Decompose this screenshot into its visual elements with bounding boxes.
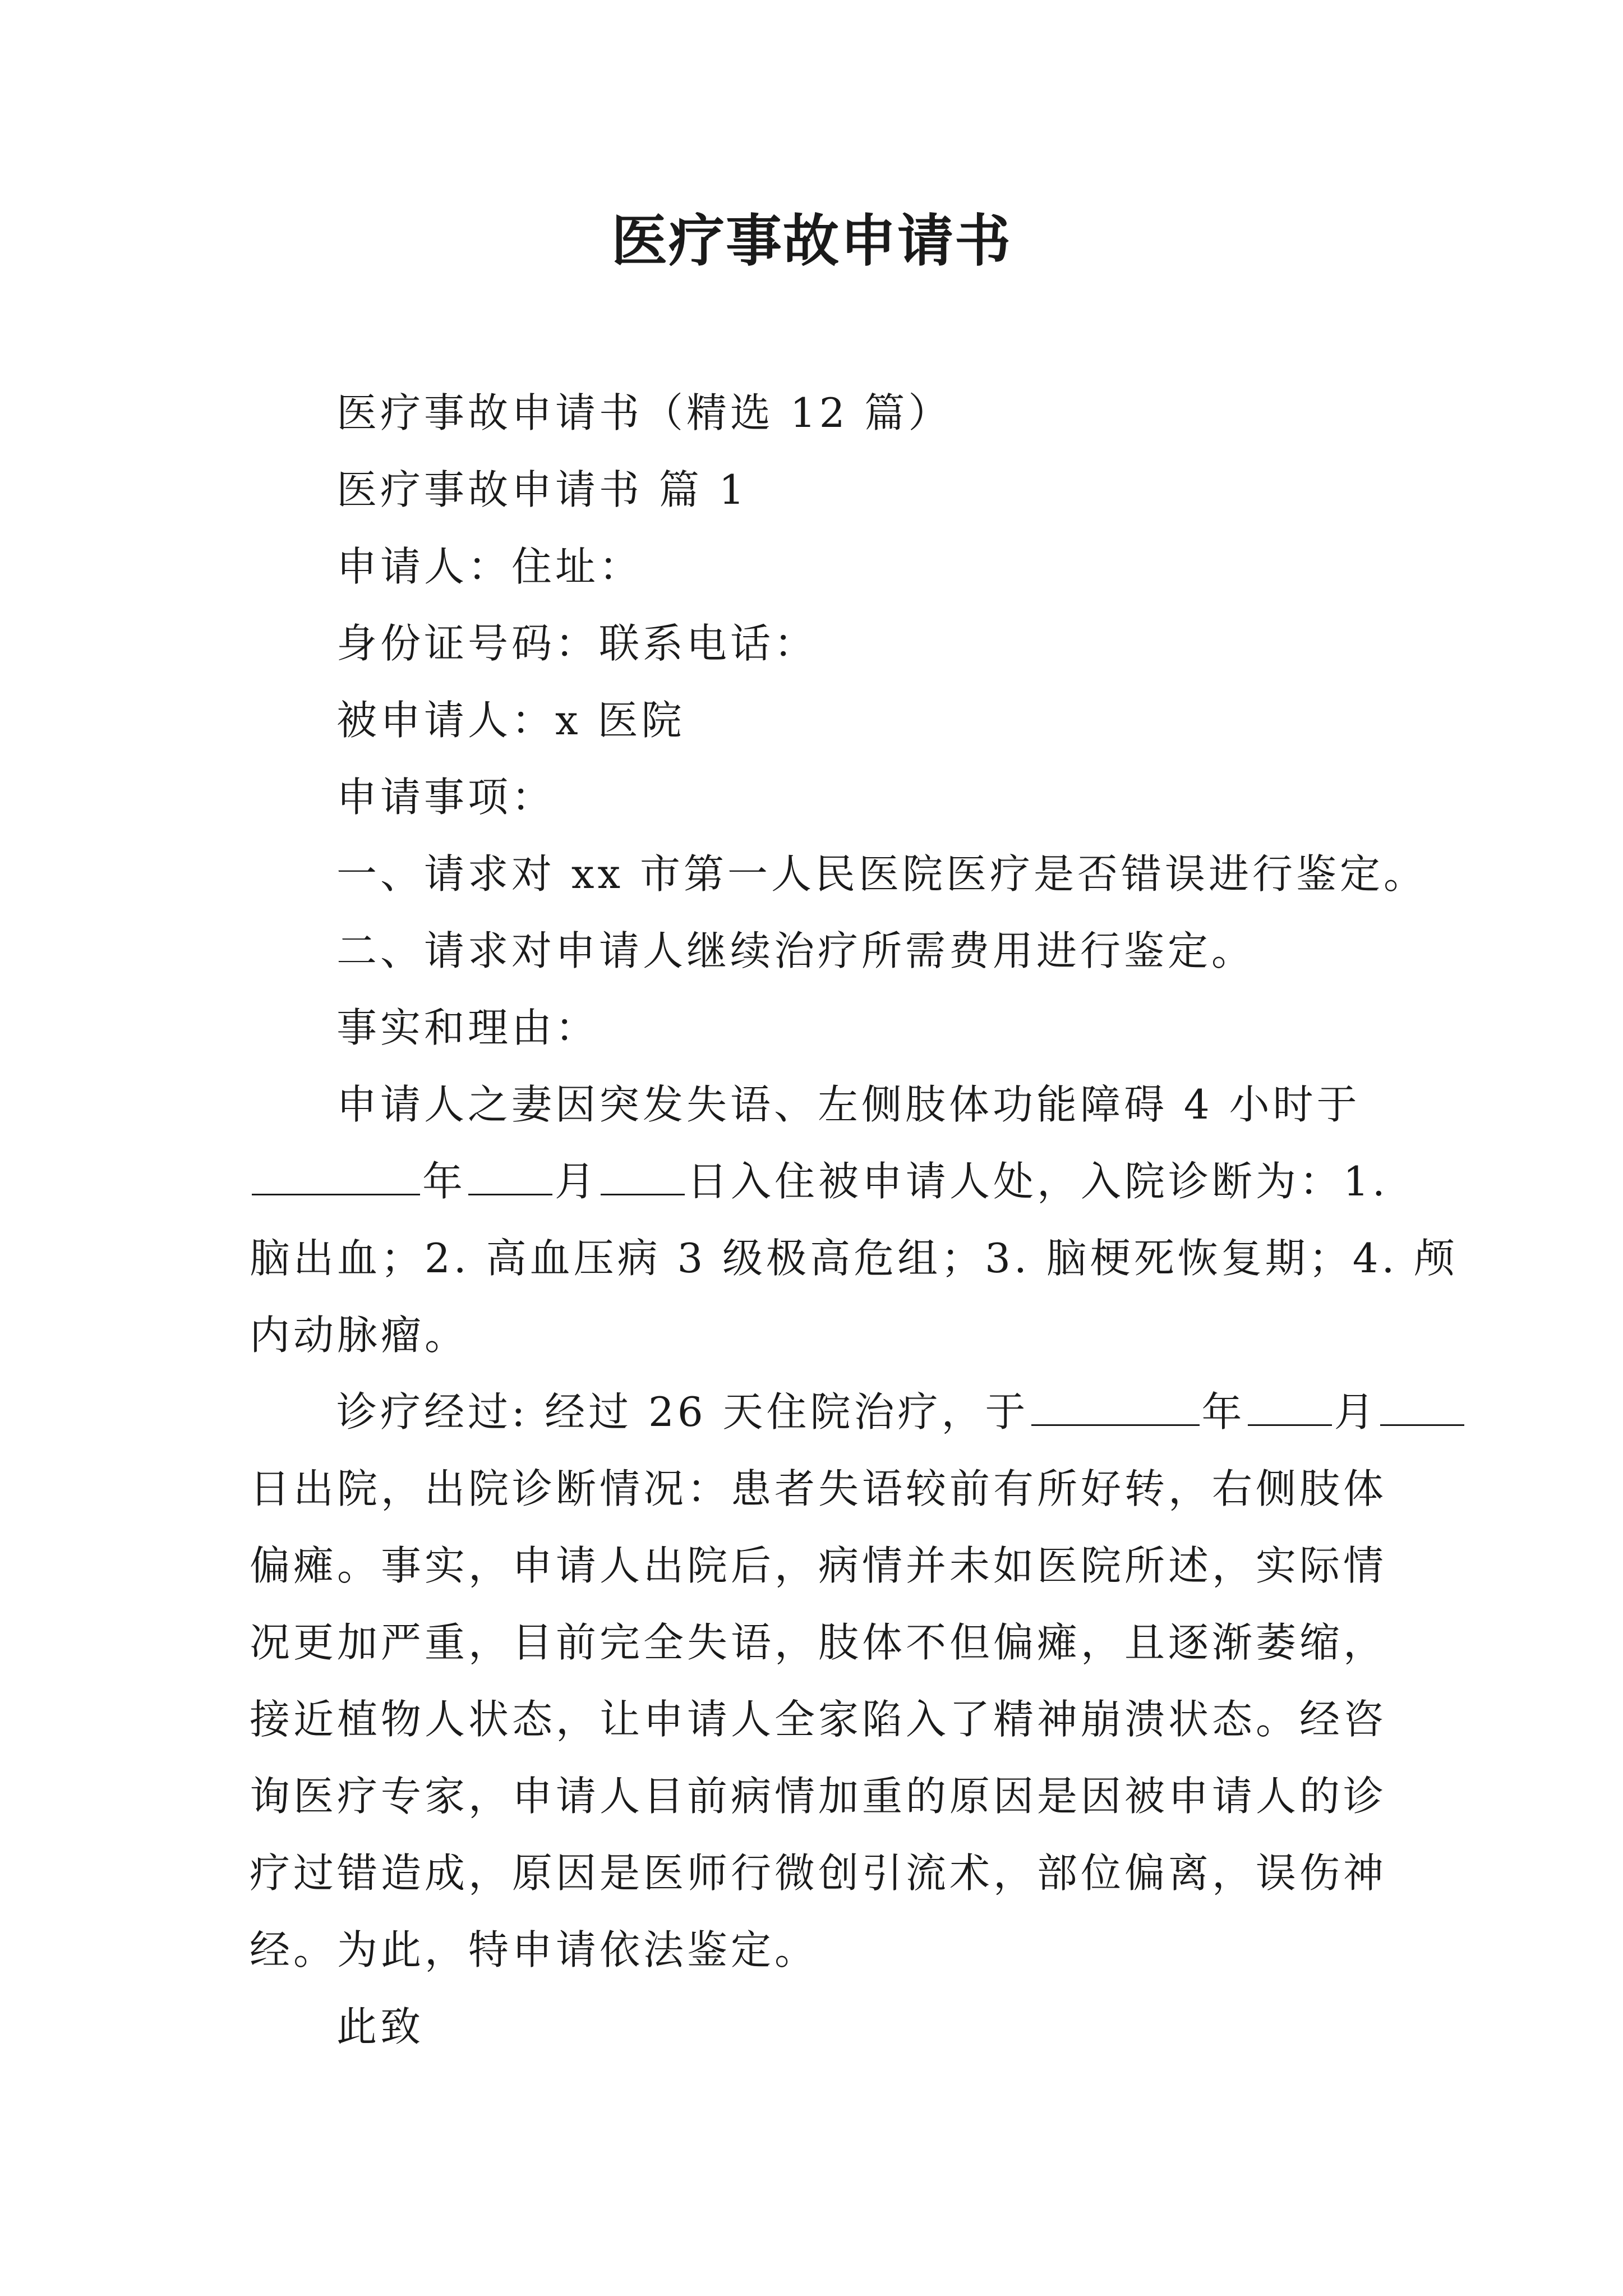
month-label: 月 — [555, 1158, 599, 1205]
fill-blank-year — [252, 1157, 420, 1195]
facts-paragraph-2-line-4: 况更加严重，目前完全失语，肢体不但偏瘫，且逐渐萎缩， — [250, 1619, 1387, 1666]
fill-blank-day — [601, 1157, 685, 1195]
facts-paragraph-1-line-2-text: 日入住被申请人处，入院诊断为：1. — [687, 1158, 1389, 1205]
document-title: 医疗事故申请书 — [611, 208, 1012, 274]
document-body — [250, 375, 1458, 2065]
facts-paragraph-1-line-1: 申请人之妻因突发失语、左侧肢体功能障碍 4 小时于 — [336, 1081, 1361, 1128]
matters-heading: 申请事项： — [336, 774, 556, 821]
facts-paragraph-2-line-2: 日出院，出院诊断情况：患者失语较前有所好转，右侧肢体 — [250, 1465, 1387, 1512]
facts-heading: 事实和理由： — [336, 1004, 600, 1051]
facts-paragraph-2-line-1 — [250, 1374, 1399, 1451]
fill-blank-month — [1248, 1387, 1332, 1426]
facts-paragraph-1-line-3: 脑出血；2. 高血压病 3 级极高危组；3. 脑梗死恢复期；4. 颅 — [250, 1235, 1458, 1282]
matter-item-1: 一、请求对 xx 市第一人民医院医疗是否错误进行鉴定。 — [336, 850, 1427, 898]
facts-paragraph-1-line-2 — [250, 1143, 1399, 1220]
facts-paragraph-2-line-7: 疗过错造成，原因是医师行微创引流术，部位偏离，误伤神 — [250, 1849, 1387, 1897]
facts-paragraph-2-line-3: 偏瘫。事实，申请人出院后，病情并未如医院所述，实际情 — [250, 1542, 1387, 1589]
fill-blank-month — [468, 1157, 552, 1195]
fill-blank-year — [1031, 1387, 1200, 1426]
year-label: 年 — [1201, 1388, 1246, 1435]
chapter-heading: 医疗事故申请书 篇 1 — [336, 466, 748, 513]
fill-blank-day — [1380, 1387, 1464, 1426]
closing-salutation: 此致 — [336, 2003, 425, 2050]
facts-paragraph-2-line-8: 经。为此，特申请依法鉴定。 — [250, 1926, 819, 1973]
treatment-text: 诊疗经过: 经过 26 天住院治疗，于 — [336, 1388, 1029, 1435]
subtitle-line: 医疗事故申请书（精选 12 篇） — [336, 389, 952, 436]
facts-paragraph-1-line-4: 内动脉瘤。 — [250, 1312, 469, 1359]
matter-item-2: 二、请求对申请人继续治疗所需费用进行鉴定。 — [336, 927, 1256, 974]
facts-paragraph-2-line-5: 接近植物人状态，让申请人全家陷入了精神崩溃状态。经咨 — [250, 1696, 1387, 1743]
respondent-line: 被申请人：x 医院 — [336, 697, 685, 744]
applicant-line: 申请人：住址： — [336, 543, 643, 590]
id-phone-line: 身份证号码：联系电话： — [336, 620, 818, 667]
facts-paragraph-2-line-6: 询医疗专家，申请人目前病情加重的原因是因被申请人的诊 — [250, 1773, 1387, 1820]
month-label: 月 — [1334, 1388, 1378, 1435]
year-label: 年 — [422, 1158, 467, 1205]
